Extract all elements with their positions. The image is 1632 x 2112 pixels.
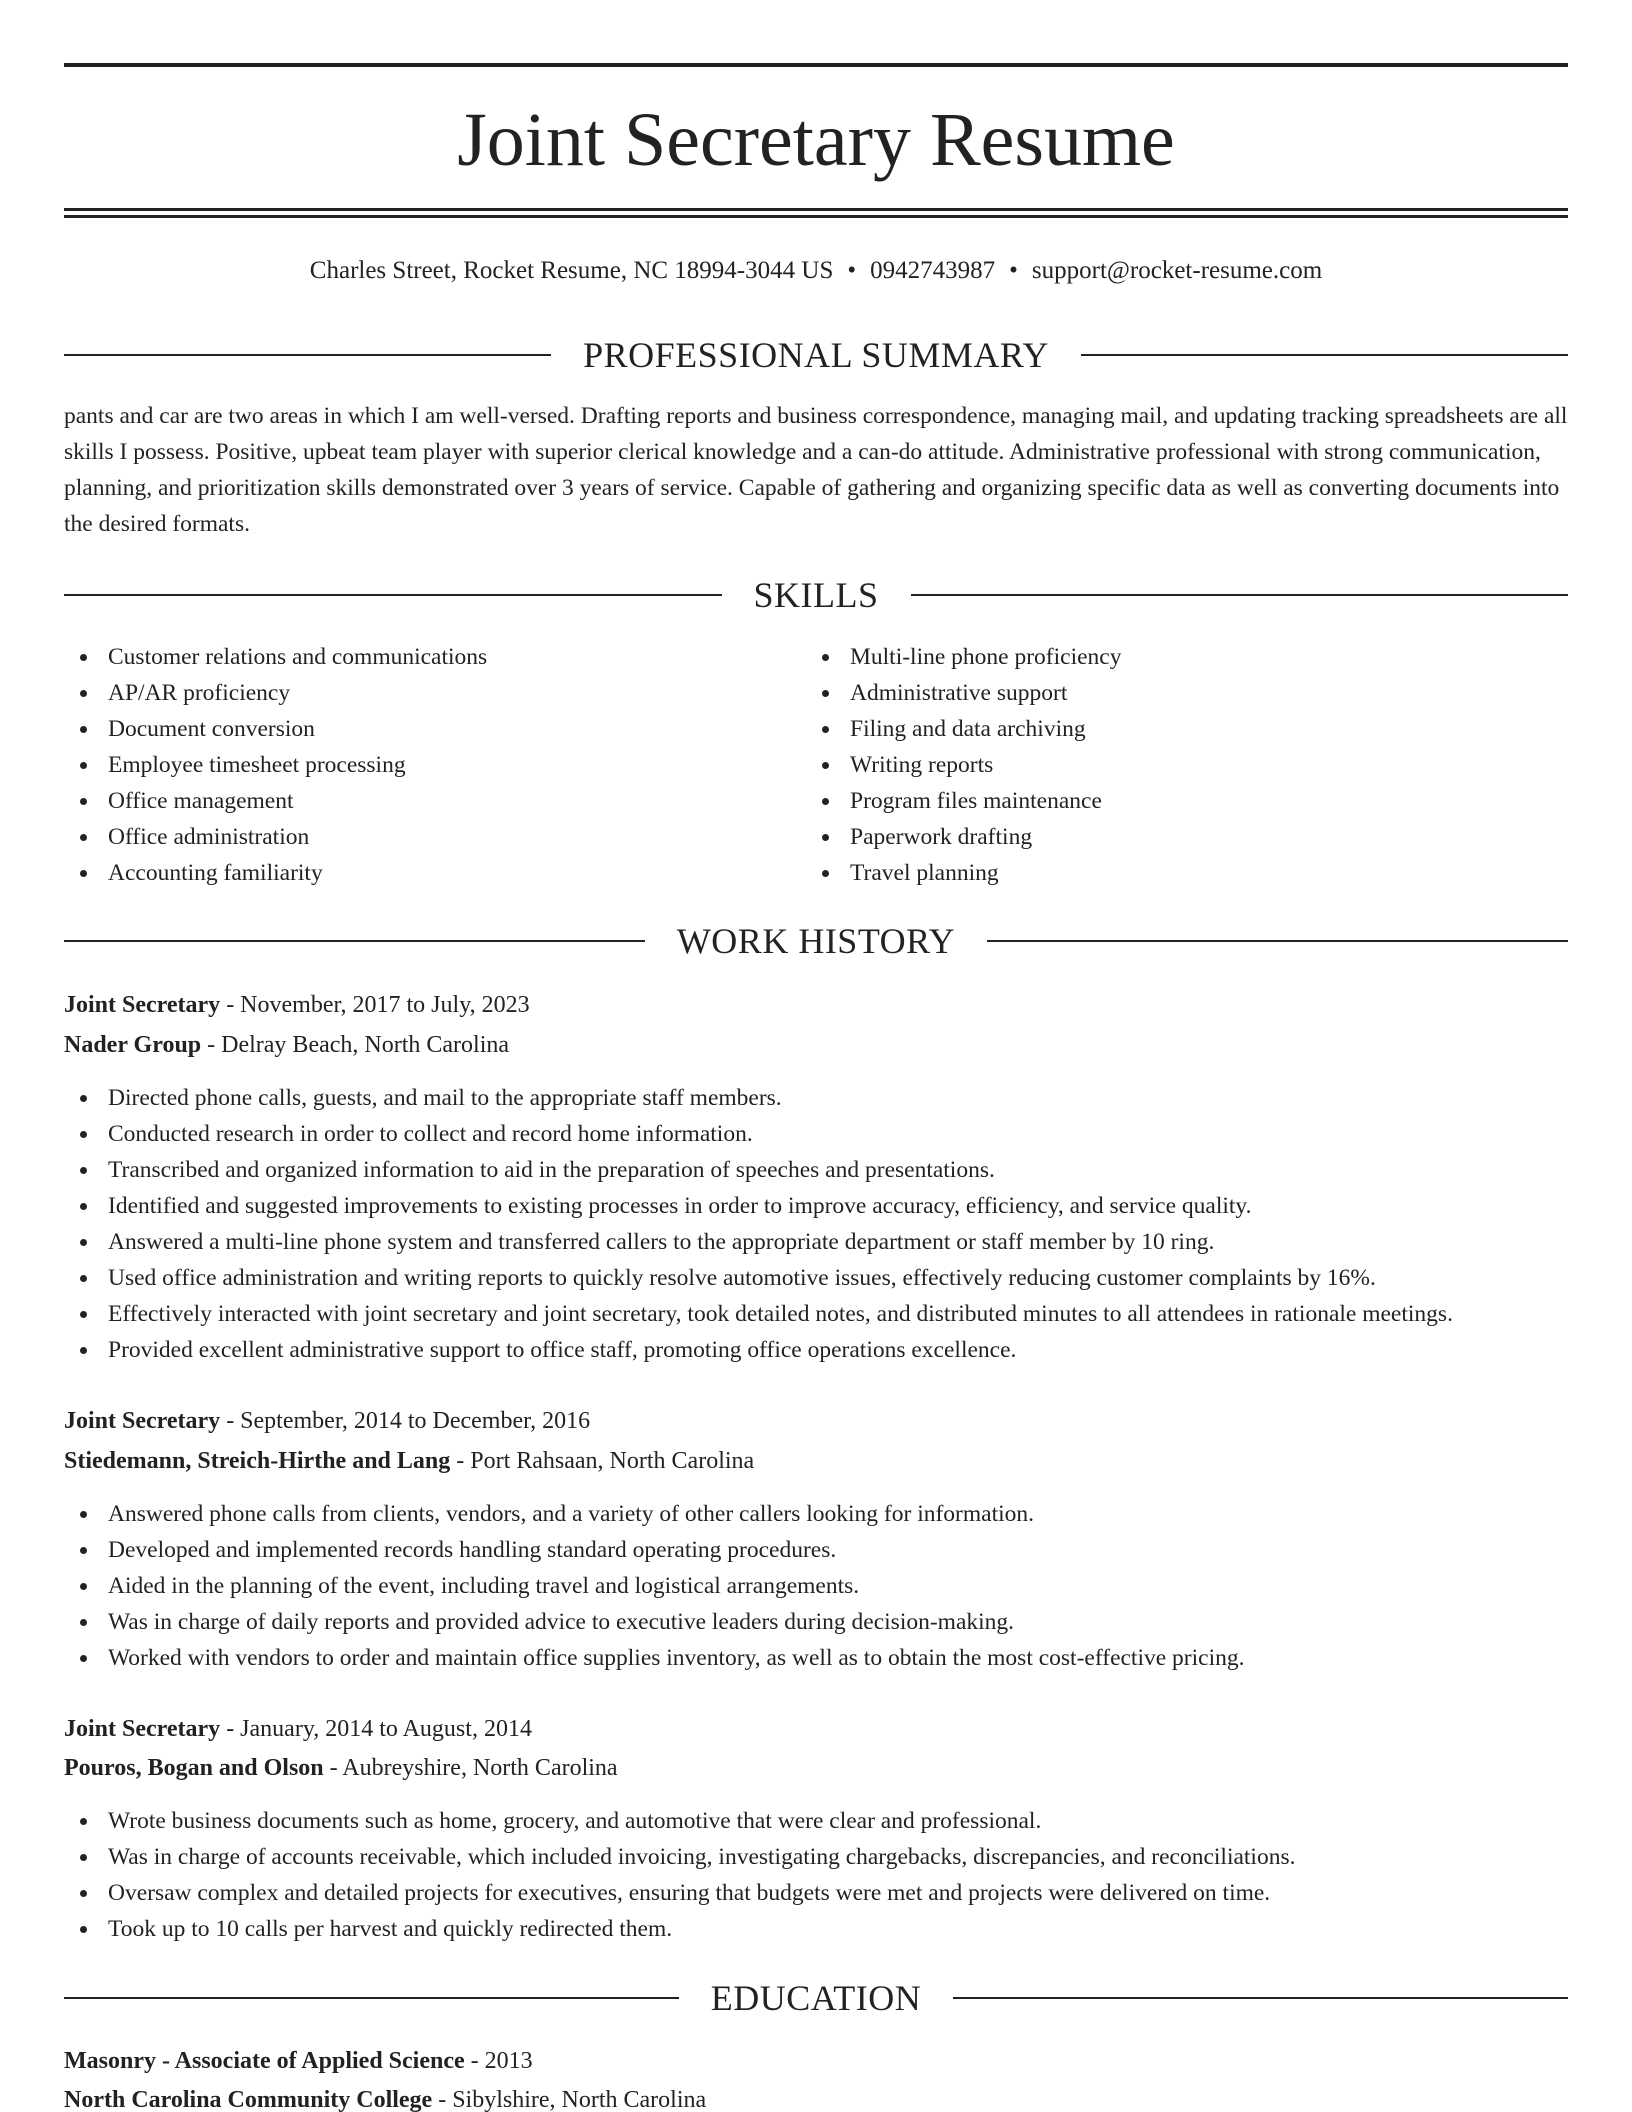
- education-school: North Carolina Community College: [64, 2087, 433, 2112]
- divider-line: [1081, 354, 1568, 356]
- contact-address: Charles Street, Rocket Resume, NC 18994-3044 US: [309, 257, 834, 284]
- job-location: - Port Rahsaan, North Carolina: [450, 1448, 755, 1474]
- job-bullets: [64, 1803, 1568, 1947]
- divider-line: [953, 1997, 1568, 1999]
- section-title: WORK HISTORY: [676, 921, 956, 961]
- contact-phone: 0942743987: [870, 257, 996, 284]
- top-rule: [64, 63, 1568, 67]
- summary-text: pants and car are two areas in which I am well-versed. Drafting reports and business correspondence, managing mail, and updating tracking spreadsheets are all skills I possess. Positive, upbeat team player with superior clerical knowledge and a can-do attitude. Administrative professional with strong communication, planning, and prioritization skills demonstrated over 3 years of service. Capable of gathering and organizing specific data as well as converting documents into the desired formats.: [64, 403, 1568, 537]
- job-bullets: [64, 1496, 1568, 1676]
- job-dates: - January, 2014 to August, 2014: [220, 1716, 532, 1742]
- job-bullet: Developed and implemented records handling standard operating procedures.: [64, 1532, 1568, 1568]
- divider-line: [64, 940, 645, 942]
- job-company-line: [64, 1444, 1568, 1478]
- resume-title: Joint Secretary Resume: [457, 98, 1175, 182]
- skill-item: Multi-line phone proficiency: [806, 639, 1526, 675]
- divider-line: [64, 354, 551, 356]
- skill-item: Administrative support: [806, 675, 1526, 711]
- divider-line: [64, 594, 722, 596]
- job-location: - Delray Beach, North Carolina: [201, 1032, 510, 1058]
- job-company-line: [64, 1028, 1568, 1062]
- skill-item: Customer relations and communications: [64, 639, 784, 675]
- skills-heading: [64, 575, 1568, 615]
- job-location: - Aubreyshire, North Carolina: [323, 1755, 618, 1781]
- education-heading: [64, 1978, 1568, 2018]
- section-title: SKILLS: [753, 575, 879, 615]
- job-company: Pouros, Bogan and Olson: [64, 1755, 324, 1781]
- divider-line: [987, 940, 1568, 942]
- job-title-line: [64, 988, 1568, 1022]
- job-title-line: [64, 1404, 1568, 1438]
- job-role: Joint Secretary: [64, 1408, 221, 1434]
- job-bullets: [64, 1080, 1568, 1368]
- section-title: PROFESSIONAL SUMMARY: [583, 335, 1049, 375]
- job-dates: - September, 2014 to December, 2016: [220, 1408, 591, 1434]
- skill-item: Document conversion: [64, 711, 784, 747]
- job-bullet: Aided in the planning of the event, including travel and logistical arrangements.: [64, 1568, 1568, 1604]
- skill-item: Employee timesheet processing: [64, 747, 784, 783]
- section-title: EDUCATION: [710, 1978, 922, 2018]
- skills-column-right: [806, 639, 1526, 891]
- job-role: Joint Secretary: [64, 1716, 221, 1742]
- contact-separator: •: [847, 257, 857, 284]
- job-bullet: Worked with vendors to order and maintain office supplies inventory, as well as to obtain the most cost-effective pricing.: [64, 1640, 1568, 1676]
- skill-item: Office management: [64, 783, 784, 819]
- education-degree-line: [64, 2044, 1568, 2078]
- divider-line: [911, 594, 1569, 596]
- job-title-line: [64, 1712, 1568, 1746]
- job-company-line: [64, 1751, 1568, 1785]
- education-school-line: [64, 2083, 1568, 2112]
- job-bullet: Answered a multi-line phone system and transferred callers to the appropriate department or staff member by 10 ring.: [64, 1224, 1568, 1260]
- skill-item: Accounting familiarity: [64, 855, 784, 891]
- job-company: Stiedemann, Streich-Hirthe and Lang: [64, 1448, 451, 1474]
- job-bullet: Was in charge of daily reports and provided advice to executive leaders during decision-making.: [64, 1604, 1568, 1640]
- job-bullet: Provided excellent administrative support to office staff, promoting office operations excellence.: [64, 1332, 1568, 1368]
- job-bullet: Answered phone calls from clients, vendors, and a variety of other callers looking for information.: [64, 1496, 1568, 1532]
- contact-separator: •: [1009, 257, 1018, 284]
- skill-item: Filing and data archiving: [806, 711, 1526, 747]
- title-double-rule: [64, 208, 1568, 218]
- job-bullet: Was in charge of accounts receivable, which included invoicing, investigating chargebacks, discrepancies, and reconciliations.: [64, 1839, 1568, 1875]
- job-dates: - November, 2017 to July, 2023: [220, 992, 530, 1018]
- job-bullet: Transcribed and organized information to aid in the preparation of speeches and presentations.: [64, 1152, 1568, 1188]
- contact-email: support@rocket-resume.com: [1031, 257, 1323, 284]
- job-bullet: Directed phone calls, guests, and mail to the appropriate staff members.: [64, 1080, 1568, 1116]
- job-bullet: Effectively interacted with joint secretary and joint secretary, took detailed notes, and distributed minutes to all attendees in rationale meetings.: [64, 1296, 1568, 1332]
- contact-line: [64, 254, 1568, 288]
- summary-heading: [64, 335, 1568, 375]
- skill-item: AP/AR proficiency: [64, 675, 784, 711]
- skill-item: Paperwork drafting: [806, 819, 1526, 855]
- job-role: Joint Secretary: [64, 992, 221, 1018]
- skill-item: Office administration: [64, 819, 784, 855]
- divider-line: [64, 1997, 679, 1999]
- job-bullet: Conducted research in order to collect and record home information.: [64, 1116, 1568, 1152]
- education-degree: Masonry - Associate of Applied Science: [64, 2048, 465, 2074]
- skill-item: Writing reports: [806, 747, 1526, 783]
- job-bullet: Oversaw complex and detailed projects for executives, ensuring that budgets were met and projects were delivered on time.: [64, 1875, 1568, 1911]
- job-bullet: Identified and suggested improvements to existing processes in order to improve accuracy, efficiency, and service quality.: [64, 1188, 1568, 1224]
- job-bullet: Wrote business documents such as home, grocery, and automotive that were clear and professional.: [64, 1803, 1568, 1839]
- job-bullet: Took up to 10 calls per harvest and quickly redirected them.: [64, 1911, 1568, 1947]
- work-history-heading: [64, 921, 1568, 961]
- job-bullet: Used office administration and writing reports to quickly resolve automotive issues, effectively reducing customer complaints by 16%.: [64, 1260, 1568, 1296]
- job-company: Nader Group: [64, 1032, 202, 1058]
- education-year: - 2013: [464, 2048, 533, 2074]
- skill-item: Program files maintenance: [806, 783, 1526, 819]
- education-location: - Sibylshire, North Carolina: [432, 2087, 707, 2112]
- skills-column-left: [64, 639, 784, 891]
- skill-item: Travel planning: [806, 855, 1526, 891]
